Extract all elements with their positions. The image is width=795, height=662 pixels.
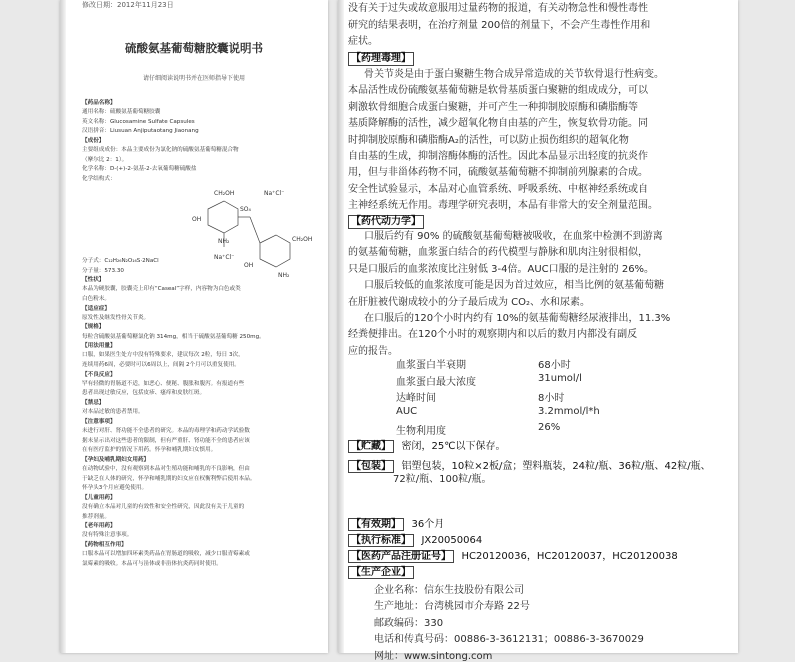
paragraph-line: 应的报告。: [348, 345, 398, 357]
body-line: 患者出现过敏反应，包括皮疹、瘙痒和皮肤红斑。: [82, 390, 206, 397]
registration-label: 【医药产品注册证号】: [348, 550, 454, 563]
body-line: 分子式：C₁₂H₂₆N₂O₁₆S·2NaCl: [82, 258, 159, 264]
body-line: 连续用药6周，必要时可以6周以上，间隔 2个月可以重复使用。: [82, 362, 240, 368]
body-line: 口服，如果医生处方中没有特殊要求，建议每次 2粒，每日 3次，: [82, 352, 244, 359]
manufacturer-field-value: 台湾桃园市介寿路 22号: [424, 601, 530, 613]
paragraph-line: 主神经系统无作用。毒理学研究表明，本品有非常大的安全剂量范围。: [348, 200, 658, 212]
pk-param-label: 达峰时间: [396, 393, 436, 405]
paragraph-line: 骨关节炎是由于蛋白聚糖生物合成异常造成的关节软骨退行性病变。: [364, 69, 664, 80]
paragraph-line: 安全性试验显示，本品对心血管系统、呼吸系统、中枢神经系统或自: [348, 183, 648, 195]
registration-row: [348, 547, 678, 562]
body-line: 英文名称：Glucosamine Sulfate Capsules: [82, 118, 195, 125]
section-heading: 【性状】: [82, 277, 105, 284]
body-line: 没有特殊注意事项。: [82, 532, 133, 539]
pk-param-value: 8小时: [538, 393, 565, 405]
struct-ch2oh-label-1: CH₂OH: [214, 190, 235, 197]
manufacturer-label: 【生产企业】: [348, 566, 414, 579]
body-line: 化学名称：D-(+)-2-氨基-2-去氧葡萄糖硫酸盐: [82, 166, 197, 173]
section-heading: 【老年用药】: [82, 523, 116, 530]
struct-amine-label-2: NH₂: [278, 272, 290, 279]
right-leaflet: [338, 0, 738, 662]
section-heading: 【儿童用药】: [82, 494, 116, 501]
validity-text: 36个月: [411, 519, 445, 530]
struct-nacl-label-1: Na⁺Cl⁻: [264, 190, 285, 197]
manufacturer-field-value: www.sintong.com: [404, 650, 493, 662]
struct-amine-label-1: NH₂: [218, 238, 230, 245]
section-heading: 【禁忌】: [82, 400, 105, 406]
manufacturer-heading-row: [348, 563, 414, 578]
packaging-text-1: 铝塑包装，10粒×2板/盒；塑料瓶装，24粒/瓶、36粒/瓶、42粒/瓶、: [401, 461, 711, 472]
body-line: 分子量：573.30: [82, 267, 124, 274]
paragraph-line: 研究的结果表明，在治疗剂量 200倍的剂量下，不会产生毒性作用和: [348, 19, 651, 31]
paragraph-line: 在口服后的120个小时内约有 10%的氨基葡萄糖经尿液排出，11.3%: [364, 313, 671, 324]
leaflet-title: 硫酸氨基葡萄糖胶囊说明书: [125, 41, 263, 55]
left-sheet-edge: [60, 0, 66, 653]
section-heading: 【成份】: [82, 138, 105, 144]
right-sheet-edge: [338, 0, 344, 653]
paragraph-line: 的氨基葡萄糖，血浆蛋白结合的药代模型与静脉和肌肉注射很相似，: [348, 247, 648, 259]
struct-sulfate-label: SO₄: [240, 206, 251, 213]
paragraph-line: 口服后约有 90% 的硫酸氨基葡萄糖被吸收，在血浆中检测不到游离: [364, 231, 663, 242]
body-line: 于缺乏在人体的研究，怀孕和哺乳期的妇女应在权衡利弊后使用本品。: [82, 475, 256, 482]
packaging-label: 【包装】: [348, 460, 394, 473]
manufacturer-field-label: 邮政编码：: [374, 617, 424, 629]
paragraph-line: 经粪便排出。在120个小时的观察期内和以后的数月内都没有副反: [348, 329, 638, 341]
section-heading: 【用法用量】: [82, 343, 116, 350]
body-line: 在有医疗监护的情况下用药。怀孕和哺乳期妇女慎用。: [82, 447, 217, 454]
packaging-row: [348, 457, 711, 472]
paragraph-line: 只是口服后的血浆浓度比注射低 3-4倍。AUC口服的是注射的 26%。: [348, 263, 655, 275]
paragraph-line: 时抑制胶原酶和磷脂酶A₂的活性，可以防止损伤组织的超氧化物: [348, 134, 629, 146]
paragraph-line: 基质降解酶的活性，减少超氧化物自由基的产生，恢复软骨功能。同: [348, 118, 648, 130]
manufacturer-field-label: 生产地址：: [374, 601, 424, 613]
body-line: 每粒含硫酸氨基葡萄糖氯化钠 314mg，相当于硫酸氨基葡萄糖 250mg。: [82, 333, 265, 340]
body-line: 原发性及继发性骨关节炎。: [82, 314, 150, 321]
body-line: 对本品过敏的患者禁用。: [82, 409, 144, 416]
section-heading: 【不良反应】: [82, 371, 116, 378]
body-line: 白色粉末。: [82, 296, 110, 302]
pk-param-value: 3.2mmol/l*h: [538, 405, 600, 417]
storage-text: 密闭，25℃以下保存。: [401, 441, 506, 452]
paragraph-line: 本品活性成份硫酸氨基葡萄糖是软骨基质蛋白聚糖的组成成分，可以: [348, 85, 648, 97]
manufacturer-row: [374, 614, 443, 629]
standard-label: 【执行标准】: [348, 534, 414, 547]
storage-label: 【贮藏】: [348, 440, 394, 453]
manufacturer-field-label: 企业名称：: [374, 585, 424, 596]
struct-oh-label-2: OH: [244, 262, 254, 269]
pharmacokinetics-heading: 【药代动力学】: [348, 215, 424, 229]
pharmacology-heading: 【药理毒理】: [348, 52, 414, 66]
struct-oh-label-1: OH: [192, 216, 202, 223]
section-heading: 【注意事项】: [82, 418, 116, 425]
revision-date: 修改日期：2012年11月23日: [82, 1, 174, 9]
leaflet-subtitle: 请仔细阅读说明书并在医师指导下使用: [142, 75, 245, 82]
paragraph-line: 没有关于过失或故意服用过量药物的报道，有关动物急性和慢性毒性: [348, 3, 648, 14]
validity-row: [348, 515, 444, 530]
validity-label: 【有效期】: [348, 518, 404, 531]
body-line: 罕有轻微的胃肠道不适，如恶心、便秘、腹胀和腹泻。有报道有些: [82, 380, 245, 387]
section-heading: 【孕妇及哺乳期妇女用药】: [82, 456, 150, 463]
pk-param-label: AUC: [396, 405, 418, 417]
section-heading: 【药品名称】: [82, 100, 116, 106]
manufacturer-row: [374, 630, 644, 645]
body-line: 汉语拼音：Liusuan Anjiputaotang Jiaonang: [82, 128, 199, 135]
paragraph-line: 症状。: [348, 36, 378, 47]
storage-row: [348, 437, 505, 452]
pk-param-label: 血浆蛋白半衰期: [396, 360, 466, 371]
manufacturer-field-value: 信东生技股份有限公司: [424, 585, 524, 596]
body-line: 通用名称：硫酸氨基葡萄糖胶囊: [82, 109, 161, 116]
pk-param-label: 生物利用度: [396, 426, 446, 438]
standard-text: JX20050064: [421, 535, 483, 546]
body-line: 据未显示出对这些患者的限制，但有严重肝、肾功能不全的患者应该: [82, 437, 250, 444]
body-line: 没有确立本品对儿童的有效性和安全性研究，因此没有关于儿童的: [82, 504, 245, 510]
manufacturer-row: [374, 597, 530, 612]
standard-row: [348, 531, 482, 546]
body-line: 怀孕头3个月应避免使用。: [82, 485, 148, 492]
manufacturer-field-label: 电话和传真号码：: [374, 634, 454, 646]
chemical-structure: [178, 181, 326, 287]
body-line: 推荐剂量。: [82, 513, 110, 520]
paragraph-line: 刺激软骨细胞合成蛋白聚糖，并可产生一种抑制胶原酶和磷脂酶等: [348, 101, 638, 113]
struct-nacl-label-2: Na⁺Cl⁻: [214, 254, 235, 261]
body-line: 口服本品可以增加四环素类药品在胃肠道的吸收，减少口服青霉素或: [82, 551, 250, 558]
body-line: 氯霉素的吸收。本品可与甾体或非甾体抗炎药同时使用。: [82, 560, 222, 567]
struct-ch2oh-label-2: CH₂OH: [292, 236, 313, 243]
paragraph-line: 口服后较低的血浆浓度可能是因为首过效应，相当比例的氨基葡萄糖: [364, 280, 664, 292]
manufacturer-row: [374, 647, 492, 662]
body-line: 在动物试验中，没有观察到本品对生殖功能和哺乳的不良影响，但由: [82, 466, 250, 472]
section-heading: 【药物相互作用】: [82, 542, 127, 548]
body-line: 化学结构式：: [82, 176, 116, 182]
manufacturer-field-value: 330: [424, 617, 444, 629]
pk-param-value: 26%: [538, 422, 561, 434]
body-line: 本品为硬胶囊，胶囊壳上印有“Caseal”字样，内容物为白色或类: [82, 286, 241, 293]
manufacturer-row: [374, 581, 524, 596]
manufacturer-field-value: 00886-3-3612131；00886-3-3670029: [454, 634, 644, 646]
pk-param-value: 31umol/l: [538, 372, 582, 384]
manufacturer-field-label: 网址：: [374, 650, 404, 662]
pk-param-value: 68小时: [538, 360, 571, 371]
paragraph-line: 在肝脏被代谢成较小的分子最后成为 CO₂、水和尿素。: [348, 296, 591, 308]
left-leaflet: [60, 0, 328, 653]
paragraph-line: 自由基的生成，抑制溶酶体酶的活性。因此本品显示出轻度的抗炎作: [348, 151, 648, 162]
body-line: （摩尔比 2：1）。: [82, 156, 128, 163]
body-line: 主要组成成份：本品主要成份为氯化钠的硫酸氨基葡萄糖混合物: [82, 147, 239, 154]
body-line: 未进行对肝、肾功能不全患者的研究。本品的毒理学和药动学试验数: [82, 428, 250, 434]
pk-param-label: 血浆蛋白最大浓度: [396, 376, 476, 388]
packaging-text-2: 72粒/瓶、100粒/瓶。: [393, 474, 492, 485]
section-heading: 【适应症】: [82, 305, 110, 312]
paragraph-line: 用，但与非甾体药物不同，硫酸氨基葡萄糖不抑制前列腺素的合成。: [348, 167, 648, 179]
section-heading: 【规格】: [82, 324, 105, 331]
registration-text: HC20120036，HC20120037，HC20120038: [461, 551, 678, 562]
